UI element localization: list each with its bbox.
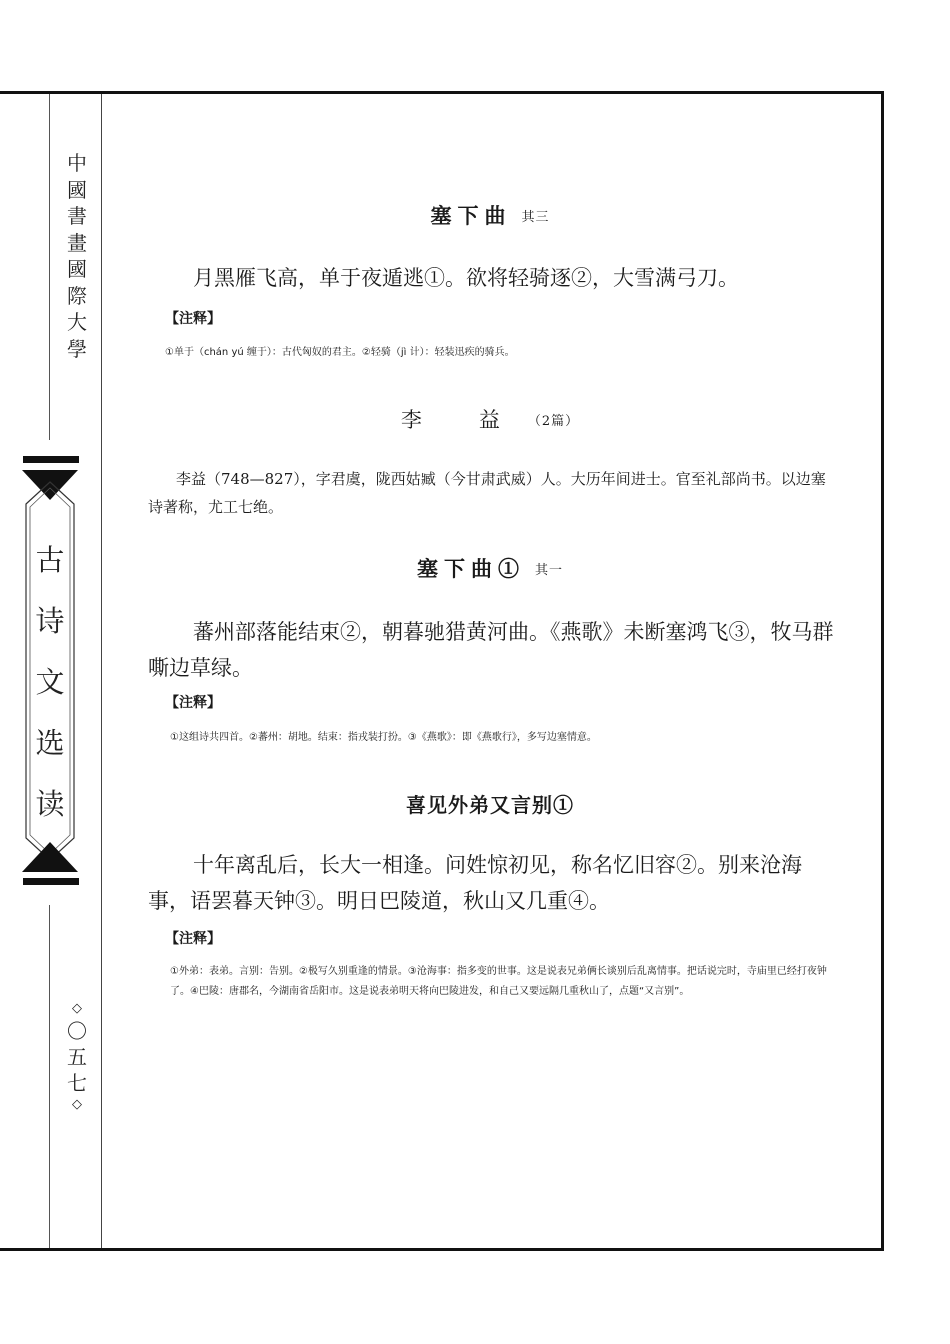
- sidebar-band-top: [23, 456, 79, 463]
- page-number: ◇ 〇 五 七 ◇: [67, 1001, 87, 1112]
- author-bio: 李益（748—827），字君虞，陇西姑臧（今甘肃武威）人。大历年间进士。官至礼部尚书。以边塞诗著称，尤工七绝。: [148, 470, 826, 516]
- poem-text: 蕃州部落能结束②，朝暮驰猎黄河曲。《燕歌》未断塞鸿飞③，牧马群嘶边草绿。: [148, 620, 834, 680]
- margin-divider: [101, 94, 102, 1248]
- side-rule-top: [49, 94, 50, 440]
- notes-heading: 【注释】: [165, 931, 221, 947]
- poem-title: 塞下曲① 其一: [416, 556, 563, 581]
- notes-text: ①外弟：表弟。言别：告别。②极写久别重逢的情景。③沧海事：指多变的世事。这是说表兄弟俩长谈别后乱离情事。把话说完时，寺庙里已经打夜钟了。④巴陵：唐郡名，今湖南省岳阳市。这是说表弟明天将向巴陵进发，和自己又要远隔几重秋山了，点题“又言别”。: [170, 966, 827, 997]
- side-rule-bottom: [49, 905, 50, 1248]
- notes-text: ①单于（chán yú 缠于）：古代匈奴的君主。②轻骑（jì 计）：轻装迅疾的骑兵。: [165, 347, 515, 358]
- notes-heading: 【注释】: [165, 695, 221, 711]
- author-heading: 李 益 （2篇）: [400, 408, 580, 432]
- notes-text: ①这组诗共四首。②蕃州：胡地。结束：指戎装打扮。③《燕歌》：即《燕歌行》，多写边塞情意。: [170, 732, 597, 743]
- poem-title: 喜见外弟又言别①: [406, 793, 574, 817]
- page-frame-bottom: [0, 1248, 884, 1251]
- poem-text: 十年离乱后，长大一相逢。问姓惊初见，称名忆旧容②。别来沧海事，语罢暮天钟③。明日巴陵道，秋山又几重④。: [148, 853, 802, 913]
- page-frame-top: [0, 91, 884, 94]
- poem-title: 塞下曲 其三: [430, 203, 550, 228]
- poem-text: 月黑雁飞高，单于夜遁逃①。欲将轻骑逐②，大雪满弓刀。: [193, 266, 739, 290]
- sidebar-band-bottom: [23, 878, 79, 885]
- sidebar-book-title: 古 诗 文 选 读: [35, 543, 65, 821]
- sidebar-school-name: 中 國 書 畫 國 際 大 學: [67, 151, 87, 361]
- notes-heading: 【注释】: [165, 311, 221, 327]
- page-frame-right: [881, 91, 884, 1251]
